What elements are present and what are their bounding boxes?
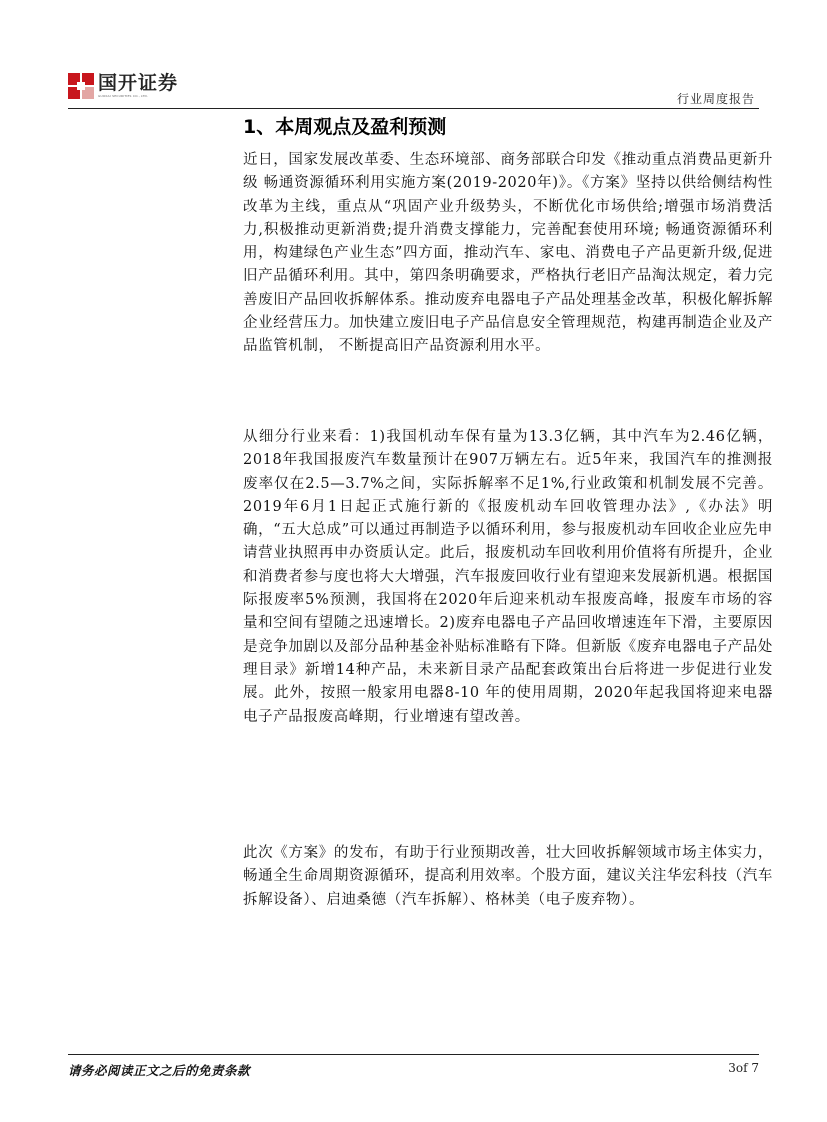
disclaimer-note: 请务必阅读正文之后的免责条款	[68, 1063, 251, 1078]
section-title: 1、本周观点及盈利预测	[243, 116, 447, 138]
logo-text	[98, 73, 178, 98]
paragraph-overview: 近日，国家发展改革委、生态环境部、商务部联合印发《推动重点消费品更新升级 畅通资源循环利用实施方案(2019-2020年)》。《方案》坚持以供给侧结构性改革为主线，重点从“巩固产业升级势头，不断优化市场供给;增强市场消费活力,积极推动更新消费;提升消费支撑能力，完善配套使用环境; 畅通资源循环利用，构建绿色产业生态”四方面，推动汽车、家电、消费电子产品更新升级,促进旧产品循环利用。其中，第四条明确要求，严格执行老旧产品淘汰规定，着力完善废旧产品回收拆解体系。推动废弃电器电子产品处理基金改革，积极化解拆解企业经营压力。加快建立废旧电子产品信息安全管理规范，构建再制造企业及产品监管机制， 不断提高旧产品资源利用水平。	[243, 152, 773, 355]
paragraph-sub-industry: 从细分行业来看：1)我国机动车保有量为13.3亿辆，其中汽车为2.46亿辆，2018年我国报废汽车数量预计在907万辆左右。近5年来，我国汽车的推测报废率仅在2.5—3.7%之间，实际拆解率不足1%,行业政策和机制发展不完善。2019年6月1日起正式施行新的《报废机动车回收管理办法》,《办法》明确，“五大总成”可以通过再制造予以循环利用，参与报废机动车回收企业应先申请营业执照再申办资质认定。此后，报废机动车回收利用价值将有所提升，企业和消费者参与度也将大大增强，汽车报废回收行业有望迎来发展新机遇。根据国际报废率5%预测，我国将在2020年后迎来机动车报废高峰，报废车市场的容量和空间有望随之迅速增长。2)废弃电器电子产品回收增速连年下滑，主要原因是竞争加剧以及部分品种基金补贴标准略有下降。但新版《废弃电器电子产品处理目录》新增14种产品，未来新目录产品配套政策出台后将进一步促进行业发展。此外，按照一般家用电器8-10 年的使用周期，2020年起我国将迎来电器电子产品报废高峰期，行业增速有望改善。	[243, 429, 773, 725]
report-type: 行业周度报告	[676, 92, 755, 106]
logo-subtitle: GUOKAI SECURITIES CO., LTD.	[98, 94, 149, 98]
paragraph-recommendation: 此次《方案》的发布，有助于行业预期改善，壮大回收拆解领域市场主体实力，畅通全生命周期资源循环，提高利用效率。个股方面，建议关注华宏科技（汽车拆解设备）、启迪桑德（汽车拆解）、格林美（电子废弃物）。	[243, 845, 773, 908]
page-number: 3of 7	[728, 1061, 759, 1075]
header-divider	[68, 108, 759, 109]
company-logo	[68, 73, 178, 103]
logo-name: 国开证券	[98, 72, 179, 94]
main-content	[243, 113, 773, 908]
guokai-logo-mark-icon	[68, 73, 94, 99]
footer-divider	[68, 1054, 759, 1055]
